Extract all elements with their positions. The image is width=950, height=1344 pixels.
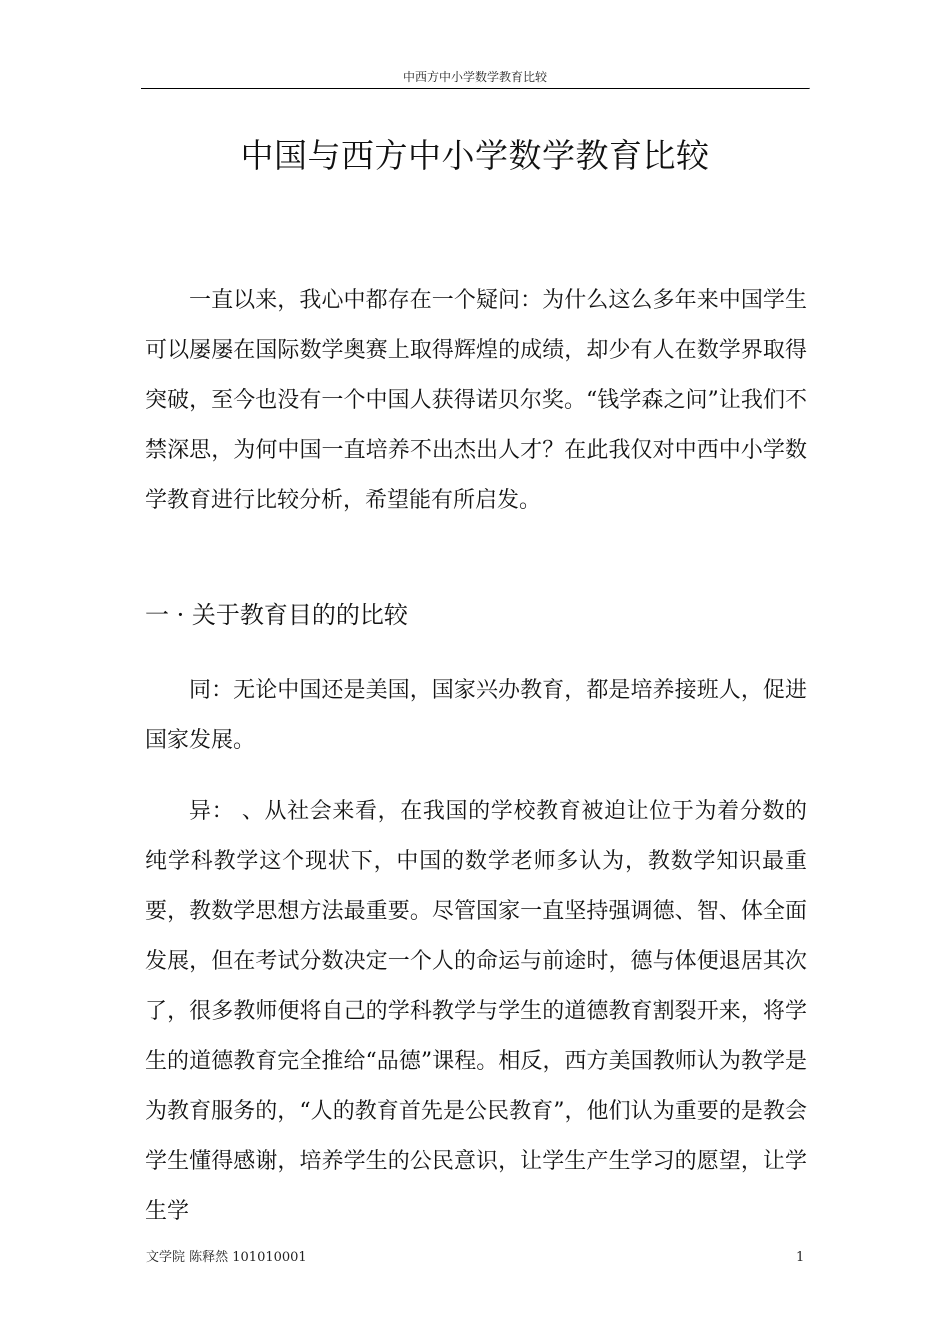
page-number: 1 (796, 1250, 805, 1265)
paragraph-similarities: 同：无论中国还是美国，国家兴办教育，都是培养接班人，促进国家发展。 (145, 678, 807, 753)
running-header: 中西方中小学数学教育比较 (402, 70, 547, 84)
document-title: 中国与西方中小学数学教育比较 (240, 136, 710, 175)
paragraph-mark: . (808, 82, 811, 92)
footer-author-info: 文学院 陈释然 101010001 (146, 1250, 307, 1265)
paragraph-differences: 异： 、从社会来看，在我国的学校教育被迫让位于为着分数的纯学科教学这个现状下，中国的数学老师多认为，教数学知识最重要，教数学思想方法最重要。尽管国家一直坚持强调德、智、体全面发展，但在考试分数决定一个人的命运与前途时，德与体便退居其次了，很多教师便将自己的学科教学与学生的道德教育割裂开来，将学生的道德教育完全推给“品德”课程。相反，西方美国教师认为教学是为教育服务的，“人的教育首先是公民教育”，他们认为重要的是教会学生懂得感谢，培养学生的公民意识，让学生产生学习的愿望，让学生学 (145, 799, 807, 1224)
header-divider (141, 88, 809, 89)
intro-paragraph: 一直以来，我心中都存在一个疑问：为什么这么多年来中国学生可以屡屡在国际数学奥赛上取得辉煌的成绩，却少有人在数学界取得突破，至今也没有一个中国人获得诺贝尔奖。“钱学森之问”让我们不禁深思，为何中国一直培养不出杰出人才？在此我仅对中西中小学数学教育进行比较分析，希望能有所启发。 (145, 288, 807, 513)
section-heading: 一 · 关于教育目的的比较 (145, 601, 408, 629)
